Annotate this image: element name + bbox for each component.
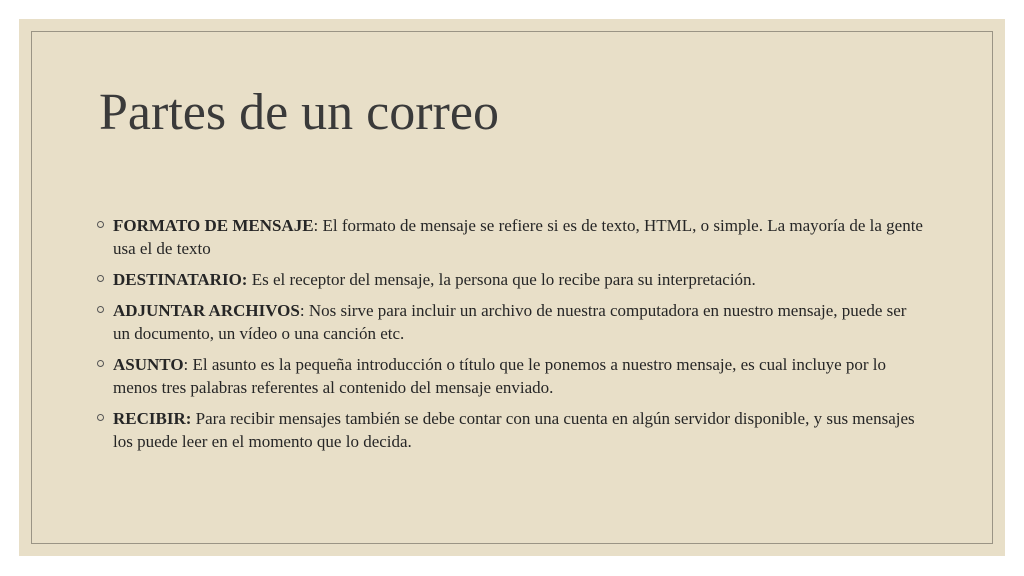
bullet-text: : El asunto es la pequeña introducción o título que le ponemos a nuestro mensaje, es cual incluye por lo menos tres palabras referentes al contenido del mensaje enviado. xyxy=(113,355,887,397)
bullet-text: Para recibir mensajes también se debe contar con una cuenta en algún servidor disponible, y sus mensajes los puede leer en el momento que lo decida. xyxy=(113,409,915,451)
slide-title: Partes de un correo xyxy=(99,84,499,141)
bullet-term: FORMATO DE MENSAJE xyxy=(113,216,314,235)
bullet-recibir xyxy=(97,407,927,453)
bullet-marker-icon xyxy=(97,275,104,282)
bullet-asunto xyxy=(97,353,927,399)
bullet-term: ADJUNTAR ARCHIVOS xyxy=(113,301,300,320)
bullet-adjuntar-archivos xyxy=(97,299,927,345)
slide xyxy=(19,19,1005,556)
bullet-text: : El formato de mensaje se refiere si es de texto, HTML, o simple. La mayoría de la gente usa el de texto xyxy=(113,216,923,258)
bullet-text: Es el receptor del mensaje, la persona que lo recibe para su interpretación. xyxy=(247,270,756,289)
bullet-term: DESTINATARIO: xyxy=(113,270,248,289)
bullet-term: RECIBIR: xyxy=(113,409,192,428)
bullet-term: ASUNTO xyxy=(113,355,184,374)
bullet-marker-icon xyxy=(97,414,104,421)
bullet-text: : Nos sirve para incluir un archivo de nuestra computadora en nuestro mensaje, puede ser un documento, un vídeo o una canción etc. xyxy=(113,301,907,343)
bullet-list xyxy=(97,214,927,461)
bullet-marker-icon xyxy=(97,360,104,367)
bullet-destinatario xyxy=(97,268,927,291)
bullet-formato-de-mensaje xyxy=(97,214,927,260)
bullet-marker-icon xyxy=(97,221,104,228)
bullet-marker-icon xyxy=(97,306,104,313)
